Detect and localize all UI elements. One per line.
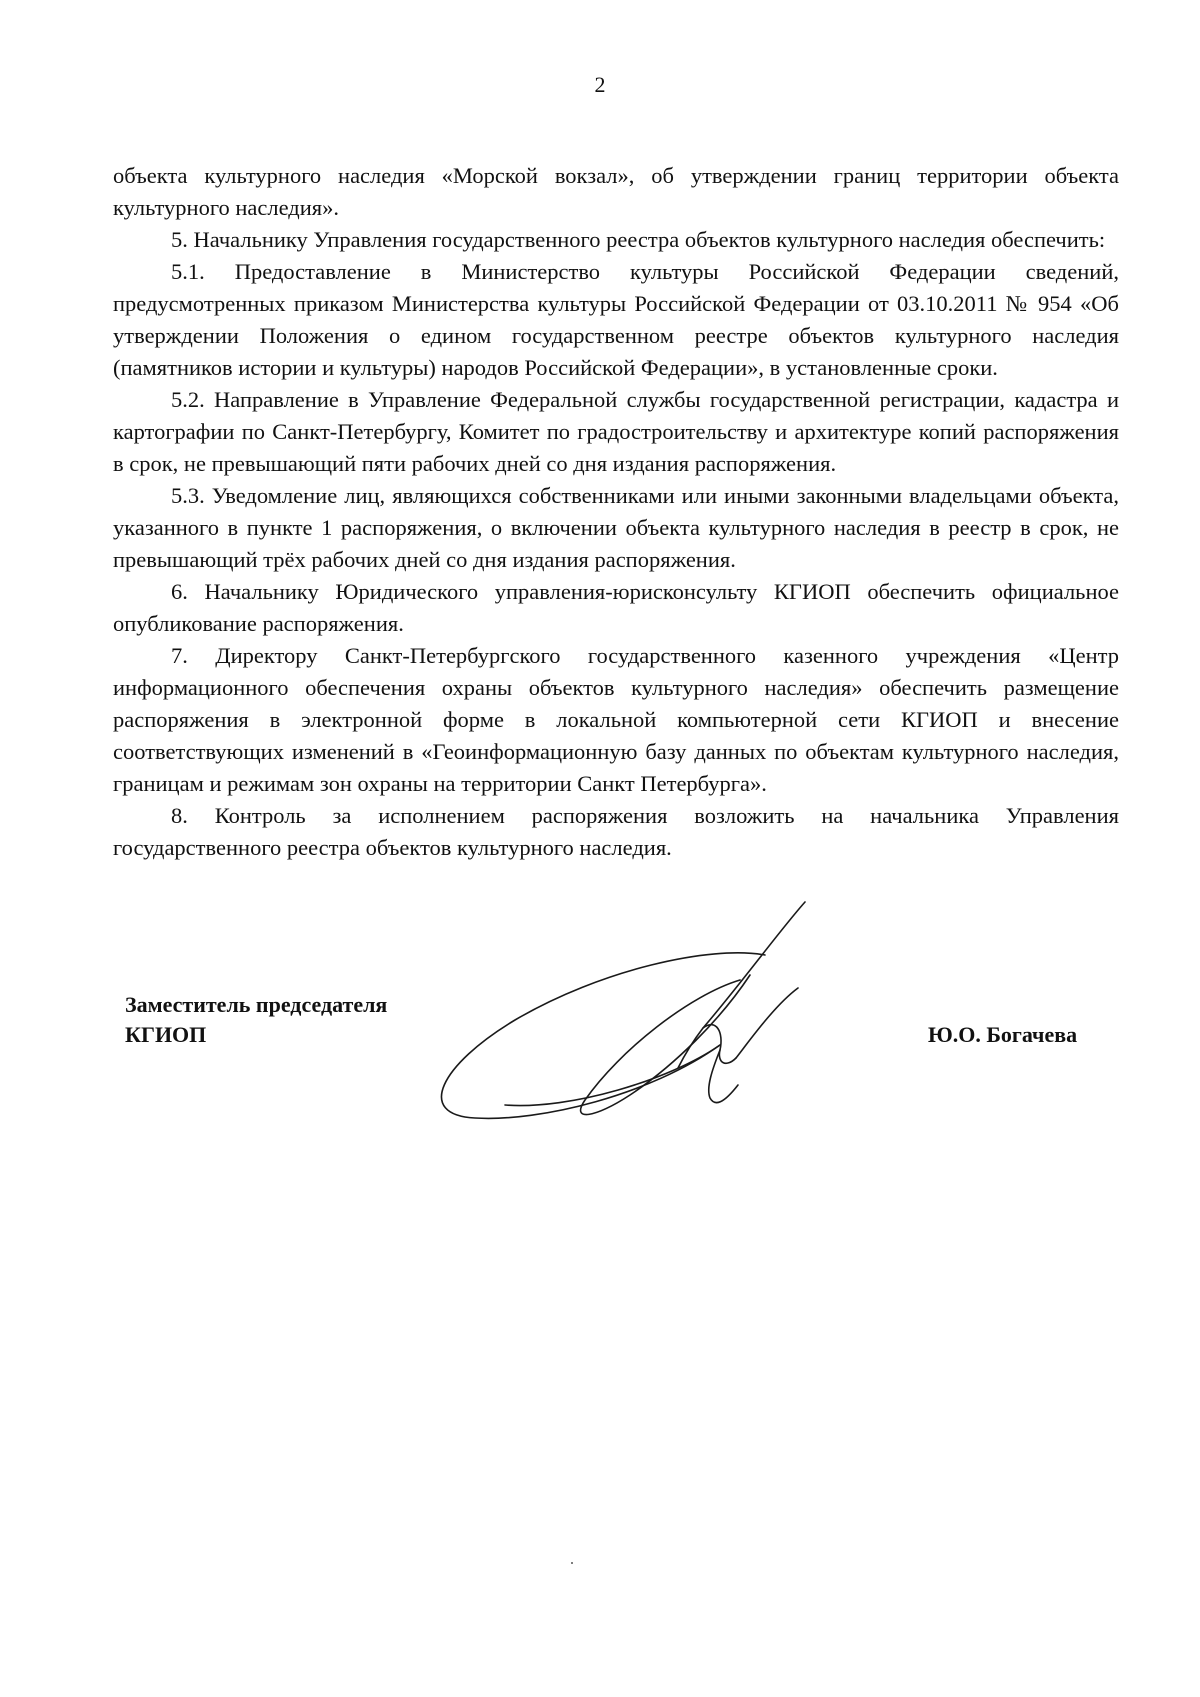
- paragraph-continuation: объекта культурного наследия «Морской вокзал», об утверждении границ территории объекта культурного наследия».: [113, 163, 1119, 220]
- paragraph-item-5-1: 5.1. Предоставление в Министерство культуры Российской Федерации сведений, предусмотренных приказом Министерства культуры Российской Федерации от 03.10.2011 № 954 «Об утверждении Положения о едином государственном реестре объектов культурного наследия (памятников истории и культуры) народов Российской Федерации», в установленные сроки.: [113, 259, 1119, 380]
- paragraph-item-7: 7. Директору Санкт-Петербургского государственного казенного учреждения «Центр информационного обеспечения охраны объектов культурного наследия» обеспечить размещение распоряжения в электронной форме в локальной компьютерной сети КГИОП и внесение соответствующих изменений в «Геоинформационную базу данных по объектам культурного наследия, границам и режимам зон охраны на территории Санкт Петербурга».: [113, 643, 1119, 796]
- signer-position-line1: Заместитель председателя: [125, 992, 388, 1017]
- paragraph-item-6: 6. Начальнику Юридического управления-юрисконсульту КГИОП обеспечить официальное опубликование распоряжения.: [113, 579, 1119, 636]
- paragraph-item-5: 5. Начальнику Управления государственного реестра объектов культурного наследия обеспечить:: [171, 227, 1106, 252]
- paragraph-item-5-2: 5.2. Направление в Управление Федеральной службы государственной регистрации, кадастра и картографии по Санкт-Петербургу, Комитет по градостроительству и архитектуре копий распоряжения в срок, не превышающий пяти рабочих дней со дня издания распоряжения.: [113, 387, 1119, 476]
- signature-block: [0, 990, 1200, 1150]
- handwritten-signature: [420, 900, 880, 1130]
- signer-position-line2: КГИОП: [125, 1022, 207, 1047]
- page-number: 2: [594, 72, 606, 97]
- document-body: [113, 160, 1119, 864]
- paragraph-item-8: 8. Контроль за исполнением распоряжения возложить на начальника Управления государственного реестра объектов культурного наследия.: [113, 803, 1119, 860]
- scan-speck: [571, 1562, 573, 1564]
- signer-name: Ю.О. Богачева: [928, 1022, 1078, 1047]
- paragraph-item-5-3: 5.3. Уведомление лиц, являющихся собственниками или иными законными владельцами объекта, указанного в пункте 1 распоряжения, о включении объекта культурного наследия в реестр в срок, не превышающий трёх рабочих дней со дня издания распоряжения.: [113, 483, 1119, 572]
- signer-position: [125, 990, 387, 1050]
